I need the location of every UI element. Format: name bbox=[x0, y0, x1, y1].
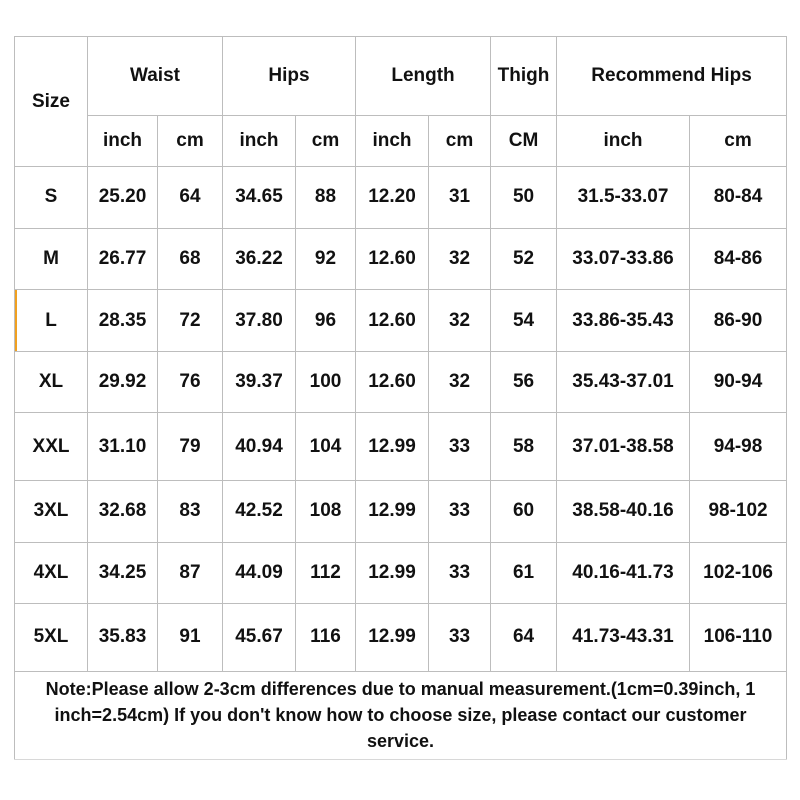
table-cell: 32.68 bbox=[88, 481, 158, 543]
table-cell: 88 bbox=[296, 167, 356, 229]
table-cell: 52 bbox=[491, 228, 557, 290]
table-cell: 26.77 bbox=[88, 228, 158, 290]
table-cell: 31.5-33.07 bbox=[557, 167, 690, 229]
unit-waist-cm: cm bbox=[158, 115, 223, 166]
table-row bbox=[15, 413, 787, 481]
table-cell: 116 bbox=[296, 604, 356, 672]
table-cell: 68 bbox=[158, 228, 223, 290]
table-cell: 72 bbox=[158, 290, 223, 352]
size-label: XXL bbox=[15, 413, 88, 481]
unit-thigh-cm: CM bbox=[491, 115, 557, 166]
table-cell: 12.99 bbox=[356, 481, 429, 543]
table-cell: 58 bbox=[491, 413, 557, 481]
table-cell: 40.94 bbox=[223, 413, 296, 481]
header-row bbox=[15, 37, 787, 116]
table-cell: 12.20 bbox=[356, 167, 429, 229]
table-cell: 87 bbox=[158, 542, 223, 604]
table-cell: 83 bbox=[158, 481, 223, 543]
table-cell: 12.99 bbox=[356, 542, 429, 604]
size-label: XL bbox=[15, 351, 88, 413]
table-cell: 33 bbox=[429, 481, 491, 543]
table-row bbox=[15, 167, 787, 229]
table-cell: 33 bbox=[429, 542, 491, 604]
table-row bbox=[15, 542, 787, 604]
table-cell: 80-84 bbox=[690, 167, 787, 229]
table-cell: 96 bbox=[296, 290, 356, 352]
table-cell: 35.83 bbox=[88, 604, 158, 672]
size-label: M bbox=[15, 228, 88, 290]
table-cell: 33.86-35.43 bbox=[557, 290, 690, 352]
header-recommend-hips: Recommend Hips bbox=[557, 37, 787, 116]
note-row bbox=[15, 671, 787, 759]
unit-hips-cm: cm bbox=[296, 115, 356, 166]
table-cell: 28.35 bbox=[88, 290, 158, 352]
table-cell: 112 bbox=[296, 542, 356, 604]
table-cell: 12.60 bbox=[356, 228, 429, 290]
header-thigh: Thigh bbox=[491, 37, 557, 116]
table-cell: 34.25 bbox=[88, 542, 158, 604]
table-cell: 86-90 bbox=[690, 290, 787, 352]
table-cell: 79 bbox=[158, 413, 223, 481]
table-row bbox=[15, 481, 787, 543]
table-cell: 36.22 bbox=[223, 228, 296, 290]
table-cell: 56 bbox=[491, 351, 557, 413]
table-cell: 61 bbox=[491, 542, 557, 604]
table-cell: 90-94 bbox=[690, 351, 787, 413]
table-cell: 106-110 bbox=[690, 604, 787, 672]
table-cell: 104 bbox=[296, 413, 356, 481]
table-cell: 44.09 bbox=[223, 542, 296, 604]
table-cell: 37.80 bbox=[223, 290, 296, 352]
unit-length-inch: inch bbox=[356, 115, 429, 166]
table-cell: 91 bbox=[158, 604, 223, 672]
table-cell: 45.67 bbox=[223, 604, 296, 672]
unit-waist-inch: inch bbox=[88, 115, 158, 166]
size-chart-table bbox=[14, 36, 787, 760]
table-cell: 12.60 bbox=[356, 290, 429, 352]
size-label: S bbox=[15, 167, 88, 229]
table-cell: 50 bbox=[491, 167, 557, 229]
table-cell: 12.99 bbox=[356, 604, 429, 672]
table-cell: 92 bbox=[296, 228, 356, 290]
table-cell: 35.43-37.01 bbox=[557, 351, 690, 413]
table-row bbox=[15, 228, 787, 290]
table-cell: 12.60 bbox=[356, 351, 429, 413]
table-cell: 25.20 bbox=[88, 167, 158, 229]
table-cell: 98-102 bbox=[690, 481, 787, 543]
unit-recommend-inch: inch bbox=[557, 115, 690, 166]
unit-recommend-cm: cm bbox=[690, 115, 787, 166]
table-cell: 12.99 bbox=[356, 413, 429, 481]
table-cell: 94-98 bbox=[690, 413, 787, 481]
table-cell: 41.73-43.31 bbox=[557, 604, 690, 672]
unit-length-cm: cm bbox=[429, 115, 491, 166]
size-label: L bbox=[15, 290, 88, 352]
table-cell: 34.65 bbox=[223, 167, 296, 229]
table-cell: 42.52 bbox=[223, 481, 296, 543]
table-cell: 64 bbox=[158, 167, 223, 229]
unit-row bbox=[15, 115, 787, 166]
size-label: 4XL bbox=[15, 542, 88, 604]
table-cell: 64 bbox=[491, 604, 557, 672]
table-cell: 31 bbox=[429, 167, 491, 229]
table-cell: 33 bbox=[429, 604, 491, 672]
table-row bbox=[15, 290, 787, 352]
unit-hips-inch: inch bbox=[223, 115, 296, 166]
table-cell: 29.92 bbox=[88, 351, 158, 413]
table-cell: 32 bbox=[429, 351, 491, 413]
header-hips: Hips bbox=[223, 37, 356, 116]
table-cell: 32 bbox=[429, 228, 491, 290]
table-cell: 39.37 bbox=[223, 351, 296, 413]
header-waist: Waist bbox=[88, 37, 223, 116]
table-row bbox=[15, 604, 787, 672]
table-cell: 37.01-38.58 bbox=[557, 413, 690, 481]
table-cell: 76 bbox=[158, 351, 223, 413]
header-length: Length bbox=[356, 37, 491, 116]
header-size: Size bbox=[15, 37, 88, 167]
table-cell: 33.07-33.86 bbox=[557, 228, 690, 290]
size-label: 3XL bbox=[15, 481, 88, 543]
table-cell: 108 bbox=[296, 481, 356, 543]
table-cell: 54 bbox=[491, 290, 557, 352]
table-cell: 32 bbox=[429, 290, 491, 352]
size-label: 5XL bbox=[15, 604, 88, 672]
table-cell: 33 bbox=[429, 413, 491, 481]
table-cell: 60 bbox=[491, 481, 557, 543]
table-cell: 31.10 bbox=[88, 413, 158, 481]
table-cell: 84-86 bbox=[690, 228, 787, 290]
table-cell: 102-106 bbox=[690, 542, 787, 604]
note-text: Note:Please allow 2-3cm differences due to manual measurement.(1cm=0.39inch, 1 inch=2.54cm) If you don't know how to choose size, please contact our customer service. bbox=[15, 671, 787, 759]
table-row bbox=[15, 351, 787, 413]
table-cell: 38.58-40.16 bbox=[557, 481, 690, 543]
table-cell: 40.16-41.73 bbox=[557, 542, 690, 604]
table-cell: 100 bbox=[296, 351, 356, 413]
